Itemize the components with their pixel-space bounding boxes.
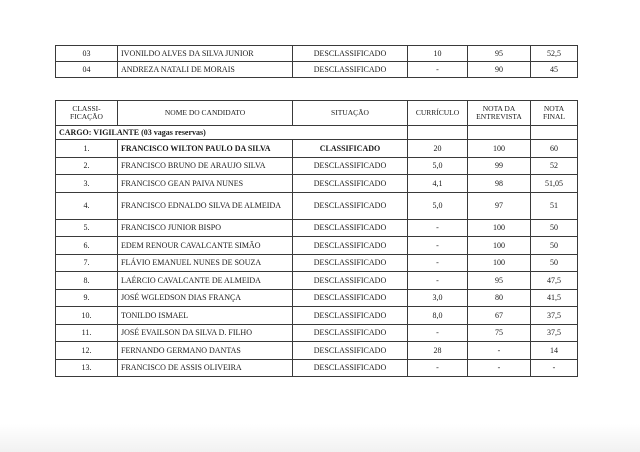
results-table-body [56, 126, 578, 377]
curriculo-cell: - [408, 62, 468, 78]
empty-cell [531, 126, 578, 140]
curriculo-cell: 5,0 [408, 157, 468, 175]
situacao-cell: DESCLASSIFICADO [293, 324, 408, 342]
entrevista-cell: 95 [468, 46, 531, 62]
entrevista-cell: 100 [468, 237, 531, 255]
entrevista-cell: 75 [468, 324, 531, 342]
nota-final-cell: 37,5 [531, 324, 578, 342]
situacao-cell: DESCLASSIFICADO [293, 62, 408, 78]
situacao-cell: DESCLASSIFICADO [293, 175, 408, 193]
entrevista-cell: 90 [468, 62, 531, 78]
nota-final-cell: 52 [531, 157, 578, 175]
candidate-row [56, 219, 578, 237]
classificacao-cell: 5. [56, 219, 118, 237]
curriculo-cell: 8,0 [408, 307, 468, 325]
curriculo-cell: - [408, 272, 468, 290]
header-situacao: SITUAÇÃO [293, 101, 408, 126]
nota-final-cell: 37,5 [531, 307, 578, 325]
situacao-cell: DESCLASSIFICADO [293, 192, 408, 219]
classificacao-cell: 11. [56, 324, 118, 342]
candidate-name-cell: FRANCISCO EDNALDO SILVA DE ALMEIDA [118, 192, 293, 219]
candidate-name-cell: FRANCISCO DE ASSIS OLIVEIRA [118, 359, 293, 377]
cargo-row [56, 126, 578, 140]
entrevista-cell: 80 [468, 289, 531, 307]
curriculo-cell: - [408, 237, 468, 255]
candidate-row [56, 157, 578, 175]
situacao-cell: CLASSIFICADO [293, 140, 408, 158]
curriculo-cell: - [408, 359, 468, 377]
candidate-row [56, 140, 578, 158]
curriculo-cell: - [408, 219, 468, 237]
candidate-row [56, 237, 578, 255]
cargo-label: CARGO: VIGILANTE (03 vagas reservas) [56, 126, 408, 140]
header-nome: NOME DO CANDIDATO [118, 101, 293, 126]
classificacao-cell: 6. [56, 237, 118, 255]
classificacao-cell: 4. [56, 192, 118, 219]
results-table [55, 100, 578, 377]
entrevista-cell: - [468, 359, 531, 377]
entrevista-cell: 99 [468, 157, 531, 175]
candidate-row [56, 192, 578, 219]
situacao-cell: DESCLASSIFICADO [293, 219, 408, 237]
candidate-row [56, 342, 578, 360]
nota-final-cell: 60 [531, 140, 578, 158]
nota-final-cell: 41,5 [531, 289, 578, 307]
curriculo-cell: 5,0 [408, 192, 468, 219]
classificacao-cell: 1. [56, 140, 118, 158]
header-classificacao: CLASSI-FICAÇÃO [56, 101, 118, 126]
entrevista-cell: 100 [468, 254, 531, 272]
candidate-row [56, 175, 578, 193]
entrevista-cell: 97 [468, 192, 531, 219]
entrevista-cell: 100 [468, 140, 531, 158]
nota-final-cell: 50 [531, 219, 578, 237]
nota-final-cell: 45 [531, 62, 578, 78]
header-final: NOTA FINAL [531, 101, 578, 126]
candidate-name-cell: JOSÉ EVAILSON DA SILVA D. FILHO [118, 324, 293, 342]
continuation-row [56, 46, 578, 62]
entrevista-cell: 98 [468, 175, 531, 193]
curriculo-cell: - [408, 324, 468, 342]
situacao-cell: DESCLASSIFICADO [293, 289, 408, 307]
candidate-row [56, 359, 578, 377]
classificacao-cell: 9. [56, 289, 118, 307]
candidate-name-cell: TONILDO ISMAEL [118, 307, 293, 325]
candidate-row [56, 324, 578, 342]
candidate-name-cell: FRANCISCO WILTON PAULO DA SILVA [118, 140, 293, 158]
classificacao-cell: 7. [56, 254, 118, 272]
continuation-table [55, 45, 578, 78]
situacao-cell: DESCLASSIFICADO [293, 342, 408, 360]
candidate-name-cell: FRANCISCO JUNIOR BISPO [118, 219, 293, 237]
candidate-name-cell: EDEM RENOUR CAVALCANTE SIMÃO [118, 237, 293, 255]
classificacao-cell: 3. [56, 175, 118, 193]
situacao-cell: DESCLASSIFICADO [293, 272, 408, 290]
nota-final-cell: 52,5 [531, 46, 578, 62]
continuation-table-body [56, 46, 578, 78]
curriculo-cell: 20 [408, 140, 468, 158]
classificacao-cell: 8. [56, 272, 118, 290]
candidate-name-cell: FRANCISCO BRUNO DE ARAUJO SILVA [118, 157, 293, 175]
entrevista-cell: 100 [468, 219, 531, 237]
classificacao-cell: 2. [56, 157, 118, 175]
entrevista-cell: 67 [468, 307, 531, 325]
nota-final-cell: 50 [531, 254, 578, 272]
situacao-cell: DESCLASSIFICADO [293, 307, 408, 325]
results-table-header [56, 101, 578, 126]
candidate-row [56, 307, 578, 325]
nota-final-cell: 51 [531, 192, 578, 219]
situacao-cell: DESCLASSIFICADO [293, 237, 408, 255]
nota-final-cell: 47,5 [531, 272, 578, 290]
entrevista-cell: - [468, 342, 531, 360]
candidate-name-cell: IVONILDO ALVES DA SILVA JUNIOR [118, 46, 293, 62]
header-entrevista: NOTA DA ENTREVISTA [468, 101, 531, 126]
nota-final-cell: 50 [531, 237, 578, 255]
situacao-cell: DESCLASSIFICADO [293, 157, 408, 175]
candidate-row [56, 289, 578, 307]
classificacao-cell: 12. [56, 342, 118, 360]
header-curriculo: CURRÍCULO [408, 101, 468, 126]
empty-cell [408, 126, 468, 140]
candidate-name-cell: FLÁVIO EMANUEL NUNES DE SOUZA [118, 254, 293, 272]
candidate-name-cell: JOSÉ WGLEDSON DIAS FRANÇA [118, 289, 293, 307]
candidate-row [56, 254, 578, 272]
situacao-cell: DESCLASSIFICADO [293, 46, 408, 62]
curriculo-cell: 10 [408, 46, 468, 62]
classificacao-cell: 04 [56, 62, 118, 78]
nota-final-cell: 51,05 [531, 175, 578, 193]
candidate-name-cell: ANDREZA NATALI DE MORAIS [118, 62, 293, 78]
candidate-row [56, 272, 578, 290]
entrevista-cell: 95 [468, 272, 531, 290]
continuation-row [56, 62, 578, 78]
situacao-cell: DESCLASSIFICADO [293, 254, 408, 272]
candidate-name-cell: LAÉRCIO CAVALCANTE DE ALMEIDA [118, 272, 293, 290]
classificacao-cell: 03 [56, 46, 118, 62]
curriculo-cell: - [408, 254, 468, 272]
empty-cell [468, 126, 531, 140]
candidate-name-cell: FRANCISCO GEAN PAIVA NUNES [118, 175, 293, 193]
situacao-cell: DESCLASSIFICADO [293, 359, 408, 377]
classificacao-cell: 10. [56, 307, 118, 325]
nota-final-cell: - [531, 359, 578, 377]
classificacao-cell: 13. [56, 359, 118, 377]
curriculo-cell: 3,0 [408, 289, 468, 307]
nota-final-cell: 14 [531, 342, 578, 360]
curriculo-cell: 28 [408, 342, 468, 360]
candidate-name-cell: FERNANDO GERMANO DANTAS [118, 342, 293, 360]
curriculo-cell: 4,1 [408, 175, 468, 193]
scan-shadow [0, 424, 640, 452]
